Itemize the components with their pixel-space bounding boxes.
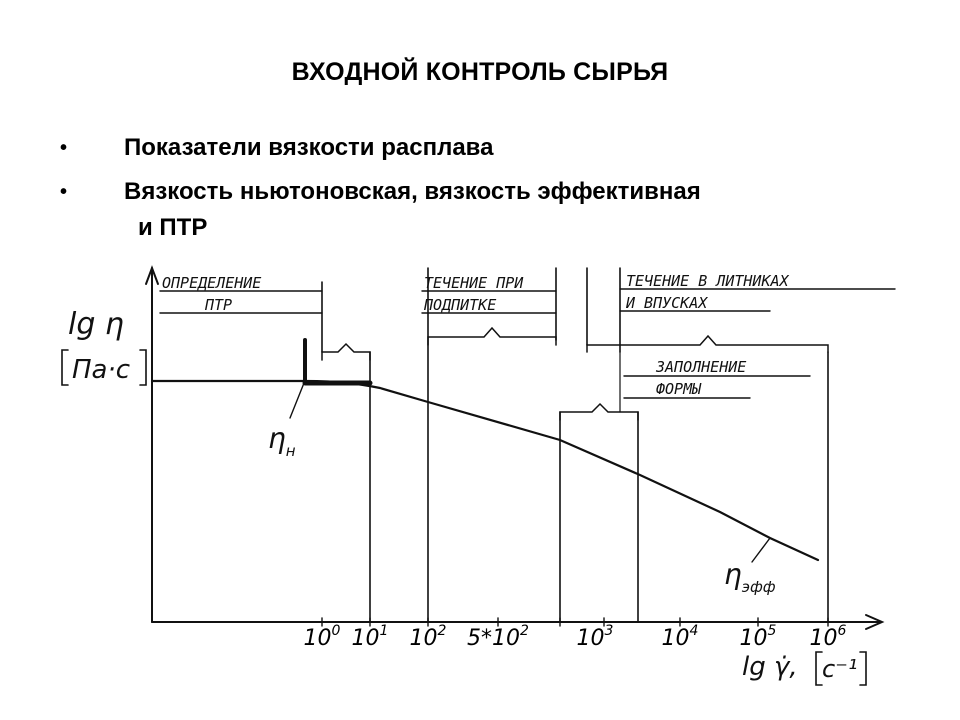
x-tick-base: 10	[409, 626, 438, 651]
x-tick-label	[410, 623, 447, 651]
x-tick-exponent: 3	[604, 623, 614, 639]
x-tick-labels	[304, 623, 847, 651]
bullet-continuation: и ПТР	[138, 214, 208, 241]
runners-brace	[587, 336, 828, 352]
x-tick-label	[352, 623, 389, 651]
x-tick-base: 10	[661, 626, 690, 651]
ptr-header-rule	[160, 291, 322, 313]
effective-label	[724, 558, 776, 596]
slide-title: ВХОДНОЙ КОНТРОЛЬ СЫРЬЯ	[291, 58, 669, 86]
x-tick-label	[740, 623, 777, 651]
y-axis-label: lg η	[68, 307, 124, 342]
x-axis-unit: с⁻¹	[822, 655, 858, 683]
x-tick-exponent: 2	[437, 623, 447, 639]
x-tick-base: 10	[576, 626, 605, 651]
feed-header-line2: ПОДПИТКЕ	[424, 296, 497, 314]
x-tick-exponent: 1	[379, 623, 389, 639]
x-tick-label	[810, 623, 847, 651]
newtonian-label	[268, 422, 296, 460]
feed-header-line1: ТЕЧЕНИЕ ПРИ	[424, 274, 524, 292]
newtonian-label-sub: н	[285, 442, 296, 460]
runners-header-line1: ТЕЧЕНИЕ В ЛИТНИКАХ	[626, 272, 789, 290]
x-tick-base: 10	[303, 626, 332, 651]
x-axis-label: lg γ̇,	[742, 652, 798, 682]
x-tick-label	[577, 623, 614, 651]
newtonian-label-leader	[290, 383, 304, 418]
runners-header-line2: И ВПУСКАХ	[626, 294, 708, 312]
ptr-header-line1: ОПРЕДЕЛЕНИЕ	[162, 274, 262, 292]
x-tick-exponent: 5	[767, 623, 777, 639]
filling-header-line2: ФОРМЫ	[656, 380, 702, 398]
filling-brace	[560, 404, 638, 420]
filling-header-line1: ЗАПОЛНЕНИЕ	[656, 358, 747, 376]
x-tick-base: 10	[739, 626, 768, 651]
x-tick-base: 5*10	[467, 626, 521, 651]
x-tick-exponent: 2	[520, 623, 529, 639]
x-tick-exponent: 6	[837, 623, 847, 639]
bullet-text: Вязкость ньютоновская, вязкость эффективная	[124, 178, 701, 205]
x-tick-label	[304, 623, 341, 651]
newtonian-label-base: η	[268, 422, 286, 455]
ptr-brace	[322, 344, 370, 360]
ptr-header-line2: ПТР	[205, 296, 233, 314]
x-tick-label	[467, 623, 529, 651]
effective-label-sub: эфф	[741, 578, 776, 596]
bullet-marker: •	[60, 137, 68, 159]
bullet-marker: •	[60, 181, 68, 203]
viscosity-curve	[152, 381, 818, 560]
effective-label-base: η	[724, 558, 742, 591]
x-tick-exponent: 4	[689, 623, 699, 639]
effective-label-leader	[752, 538, 770, 562]
feed-brace	[428, 328, 556, 345]
x-tick-label	[662, 623, 699, 651]
x-tick-exponent: 0	[331, 623, 341, 639]
filling-header-rule	[624, 376, 810, 398]
bullet-text: Показатели вязкости расплава	[124, 134, 494, 161]
x-tick-base: 10	[351, 626, 380, 651]
x-tick-base: 10	[809, 626, 838, 651]
y-axis-unit: Па·с	[72, 355, 131, 385]
